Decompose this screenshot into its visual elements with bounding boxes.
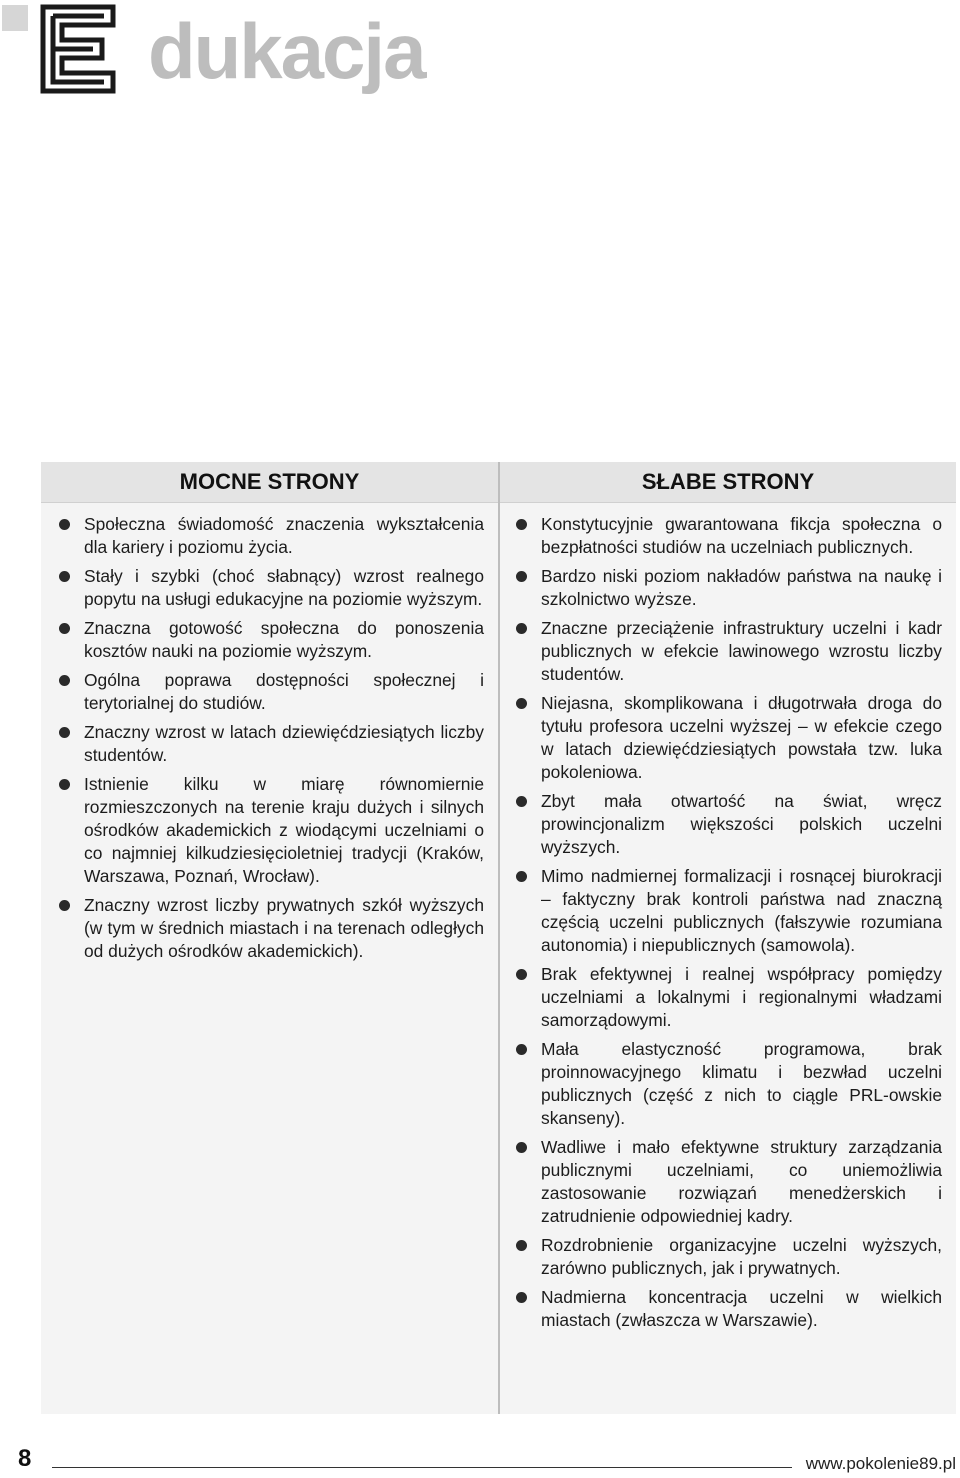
list-item-text: Bardzo niski poziom nakładów państwa na naukę i szkolnictwo wyższe. [541,566,942,609]
list-item-text: Mimo nadmiernej formalizacji i rosnącej biurokracji – faktyczny brak kontroli państwa nad znaczną częścią uczelni publicznych (fałszywie rozumiana autonomia) i niepublicznych (samowola). [541,866,942,955]
list-item [516,1038,942,1130]
list-item-text: Znaczny wzrost liczby prywatnych szkół wyższych (w tym w średnich miastach i na terenach odległych od dużych ośrodków akademickich). [84,895,484,961]
list-item [59,669,484,715]
list-item-text: Konstytucyjnie gwarantowana fikcja społeczna o bezpłatności studiów na uczelniach publicznych. [541,514,942,557]
bullet-icon [59,519,70,530]
list-item [516,565,942,611]
list-item-text: Stały i szybki (choć słabnący) wzrost realnego popytu na usługi edukacyjne na poziomie wyższym. [84,566,484,609]
list-item-text: Brak efektywnej i realnej współpracy pomiędzy uczelniami a lokalnymi i regionalnymi władzami samorządowymi. [541,964,942,1030]
list-item [516,790,942,859]
list-item [59,894,484,963]
list-item [516,1234,942,1280]
footer-rule [52,1467,792,1468]
list-item-text: Znaczne przeciążenie infrastruktury uczelni i kadr publicznych w efekcie lawinowego wzrostu liczby studentów. [541,618,942,684]
list-item-text: Ogólna poprawa dostępności społecznej i terytorialnej do studiów. [84,670,484,713]
list-item [59,513,484,559]
bullet-icon [59,571,70,582]
bullet-icon [516,1142,527,1153]
list-item [516,692,942,784]
bullet-icon [516,871,527,882]
list-item-text: Znaczna gotowość społeczna do ponoszenia kosztów nauki na poziomie wyższym. [84,618,484,661]
list-item [516,865,942,957]
bullet-icon [516,1044,527,1055]
list-item-text: Istnienie kilku w miarę równomiernie rozmieszczonych na terenie kraju dużych i silnych ośrodków akademickich z wiodącymi uczelniami o co najmniej kilkudziesięcioletniej tradycji (Kraków, Warszawa, Poznań, Wrocław). [84,774,484,886]
list-item-text: Zbyt mała otwartość na świat, wręcz prowincjonalizm większości polskich uczelni wyższych. [541,791,942,857]
bullet-icon [59,727,70,738]
footer-url: www.pokolenie89.pl [805,1454,956,1473]
bullet-icon [516,571,527,582]
list-item-text: Rozdrobnienie organizacyjne uczelni wyższych, zarówno publicznych, jak i prywatnych. [541,1235,942,1278]
swot-table [41,462,956,1414]
bullet-icon [516,698,527,709]
list-item-text: Społeczna świadomość znaczenia wykształcenia dla kariery i poziomu życia. [84,514,484,557]
list-item-text: Nadmierna koncentracja uczelni w wielkich miastach (zwłaszcza w Warszawie). [541,1287,942,1330]
bullet-icon [516,1240,527,1251]
section-title: dukacja [148,7,425,95]
list-item [516,1136,942,1228]
bullet-icon [59,675,70,686]
e-glyph-logo-icon [40,4,118,94]
list-item [59,617,484,663]
strengths-heading: MOCNE STRONY [41,462,498,503]
list-item [516,1286,942,1332]
bullet-icon [516,519,527,530]
weaknesses-list [500,503,956,1332]
bullet-icon [59,779,70,790]
bullet-icon [59,900,70,911]
list-item [516,963,942,1032]
bullet-icon [516,796,527,807]
bullet-icon [516,623,527,634]
weaknesses-heading: SŁABE STRONY [500,462,956,503]
list-item-text: Wadliwe i mało efektywne struktury zarządzania publicznymi uczelniami, co uniemożliwia zastosowanie rozwiązań menedżerskich i zatrudnienie odpowiedniej kadry. [541,1137,942,1226]
bullet-icon [516,969,527,980]
strengths-list [41,503,498,963]
page-number: 8 [18,1445,32,1472]
list-item-text: Znaczny wzrost w latach dziewięćdziesiątych liczby studentów. [84,722,484,765]
list-item [516,617,942,686]
list-item-text: Mała elastyczność programowa, brak proinnowacyjnego klimatu i bezwład uczelni publicznych (część z nich to ciągle PRL-owskie skanseny). [541,1039,942,1128]
list-item [59,565,484,611]
weaknesses-column [500,462,956,1414]
list-item [59,721,484,767]
strengths-column [41,462,498,1414]
bullet-icon [516,1292,527,1303]
corner-square-decoration [2,5,28,31]
list-item [59,773,484,888]
bullet-icon [59,623,70,634]
list-item [516,513,942,559]
list-item-text: Niejasna, skomplikowana i długotrwała droga do tytułu profesora uczelni wyższej – w efekcie czego w latach dziewięćdziesiątych powstała tzw. luka pokoleniowa. [541,693,942,782]
